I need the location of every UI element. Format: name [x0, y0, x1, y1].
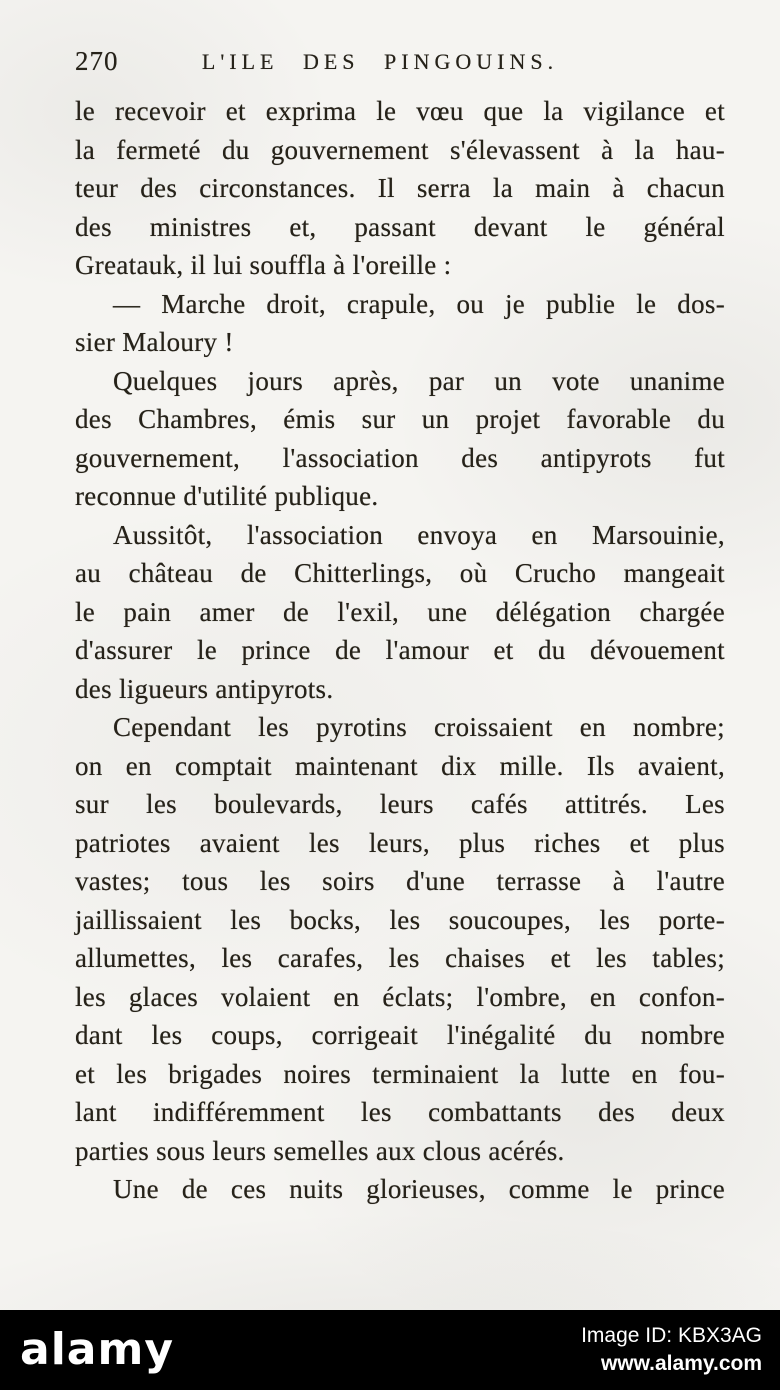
- text-line: Aussitôt, l'association envoya en Marsouinie,: [113, 519, 725, 550]
- text-line: lant indifféremment les combattants des deux: [75, 1097, 725, 1127]
- text-line: gouvernement, l'association des antipyrots fut: [75, 442, 725, 473]
- text-line: au château de Chitterlings, où Crucho mangeait: [75, 558, 725, 588]
- body-text-block: [75, 92, 725, 1209]
- text-line: on en comptait maintenant dix mille. Ils avaient,: [75, 750, 725, 781]
- text-line: allumettes, les carafes, les chaises et les tables;: [75, 943, 725, 973]
- watermark-bar: [0, 1310, 780, 1390]
- page-number: 270: [75, 46, 119, 76]
- text-line: reconnue d'utilité publique.: [75, 481, 379, 511]
- text-line: sier Maloury !: [75, 327, 234, 357]
- text-line: dant les coups, corrigeait l'inégalité du nombre: [75, 1020, 725, 1050]
- text-line: et les brigades noires terminaient la lutte en fou-: [75, 1058, 725, 1089]
- text-line: d'assurer le prince de l'amour et du dévouement: [75, 635, 725, 665]
- watermark-info: [581, 1322, 762, 1378]
- text-line: Une de ces nuits glorieuses, comme le prince: [113, 1174, 725, 1204]
- text-line: des ligueurs antipyrots.: [75, 673, 334, 704]
- text-line: sur les boulevards, leurs cafés attitrés. Les: [75, 789, 725, 819]
- text-line: patriotes avaient les leurs, plus riches et plus: [75, 827, 725, 858]
- text-line: jaillissaient les bocks, les soucoupes, les porte-: [75, 904, 725, 935]
- body-lines: [75, 92, 725, 1209]
- text-line: la fermeté du gouvernement s'élevassent à la hau-: [75, 134, 725, 165]
- page-header: [75, 46, 725, 80]
- text-line: Quelques jours après, par un vote unanime: [113, 365, 725, 396]
- text-line: le recevoir et exprima le vœu que la vigilance et: [75, 96, 725, 126]
- running-title: L'ILE DES PINGOUINS.: [201, 49, 559, 74]
- text-line: parties sous leurs semelles aux clous acérés.: [75, 1135, 565, 1166]
- text-line: les glaces volaient en éclats; l'ombre, en confon-: [75, 981, 725, 1012]
- text-line: — Marche droit, crapule, ou je publie le dos-: [113, 288, 725, 319]
- text-line: Greatauk, il lui souffla à l'oreille :: [75, 250, 452, 280]
- text-line: vastes; tous les soirs d'une terrasse à l'autre: [75, 866, 725, 896]
- alamy-logo: alamy: [20, 1324, 174, 1375]
- text-line: des ministres et, passant devant le général: [75, 211, 725, 242]
- text-line: teur des circonstances. Il serra la main à chacun: [75, 173, 725, 203]
- text-line: le pain amer de l'exil, une délégation chargée: [75, 596, 725, 627]
- watermark-url: www.alamy.com: [600, 1352, 762, 1375]
- text-line: Cependant les pyrotins croissaient en nombre;: [113, 712, 725, 742]
- image-id-label: Image ID: KBX3AG: [581, 1324, 762, 1347]
- text-line: des Chambres, émis sur un projet favorable du: [75, 404, 725, 434]
